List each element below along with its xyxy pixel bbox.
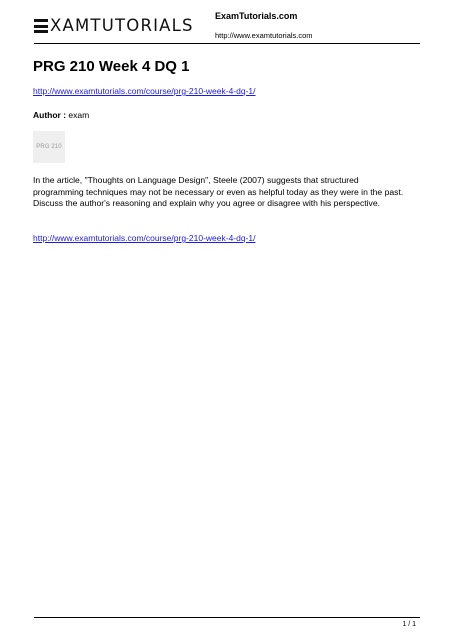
site-name: ExamTutorials.com bbox=[215, 11, 298, 21]
course-link-top[interactable]: http://www.examtutorials.com/course/prg-210-week-4-dq-1/ bbox=[33, 86, 256, 96]
site-url-link[interactable]: http://www.examtutorials.com bbox=[215, 31, 313, 40]
thumbnail-text: PRG 210 bbox=[36, 144, 62, 150]
course-thumbnail bbox=[33, 131, 65, 163]
examtutorials-logo[interactable] bbox=[34, 16, 194, 36]
article-body: In the article, "Thoughts on Language Design", Steele (2007) suggests that structured programming techniques may not be necessary or even as helpful today as they were in the past. Discuss the author's reasoning and explain why you agree or disagree with his perspective. bbox=[33, 175, 404, 209]
logo-e-icon bbox=[34, 19, 48, 33]
author-name: exam bbox=[68, 110, 90, 120]
header-divider bbox=[34, 43, 420, 44]
author-line bbox=[33, 110, 89, 120]
course-link-bottom[interactable]: http://www.examtutorials.com/course/prg-210-week-4-dq-1/ bbox=[33, 233, 256, 243]
page-number: 1 / 1 bbox=[402, 621, 416, 628]
logo-text: XAMTUTORIALS bbox=[50, 15, 194, 35]
page-title: PRG 210 Week 4 DQ 1 bbox=[33, 58, 190, 75]
author-label: Author : bbox=[33, 110, 67, 120]
footer-divider bbox=[34, 617, 420, 618]
